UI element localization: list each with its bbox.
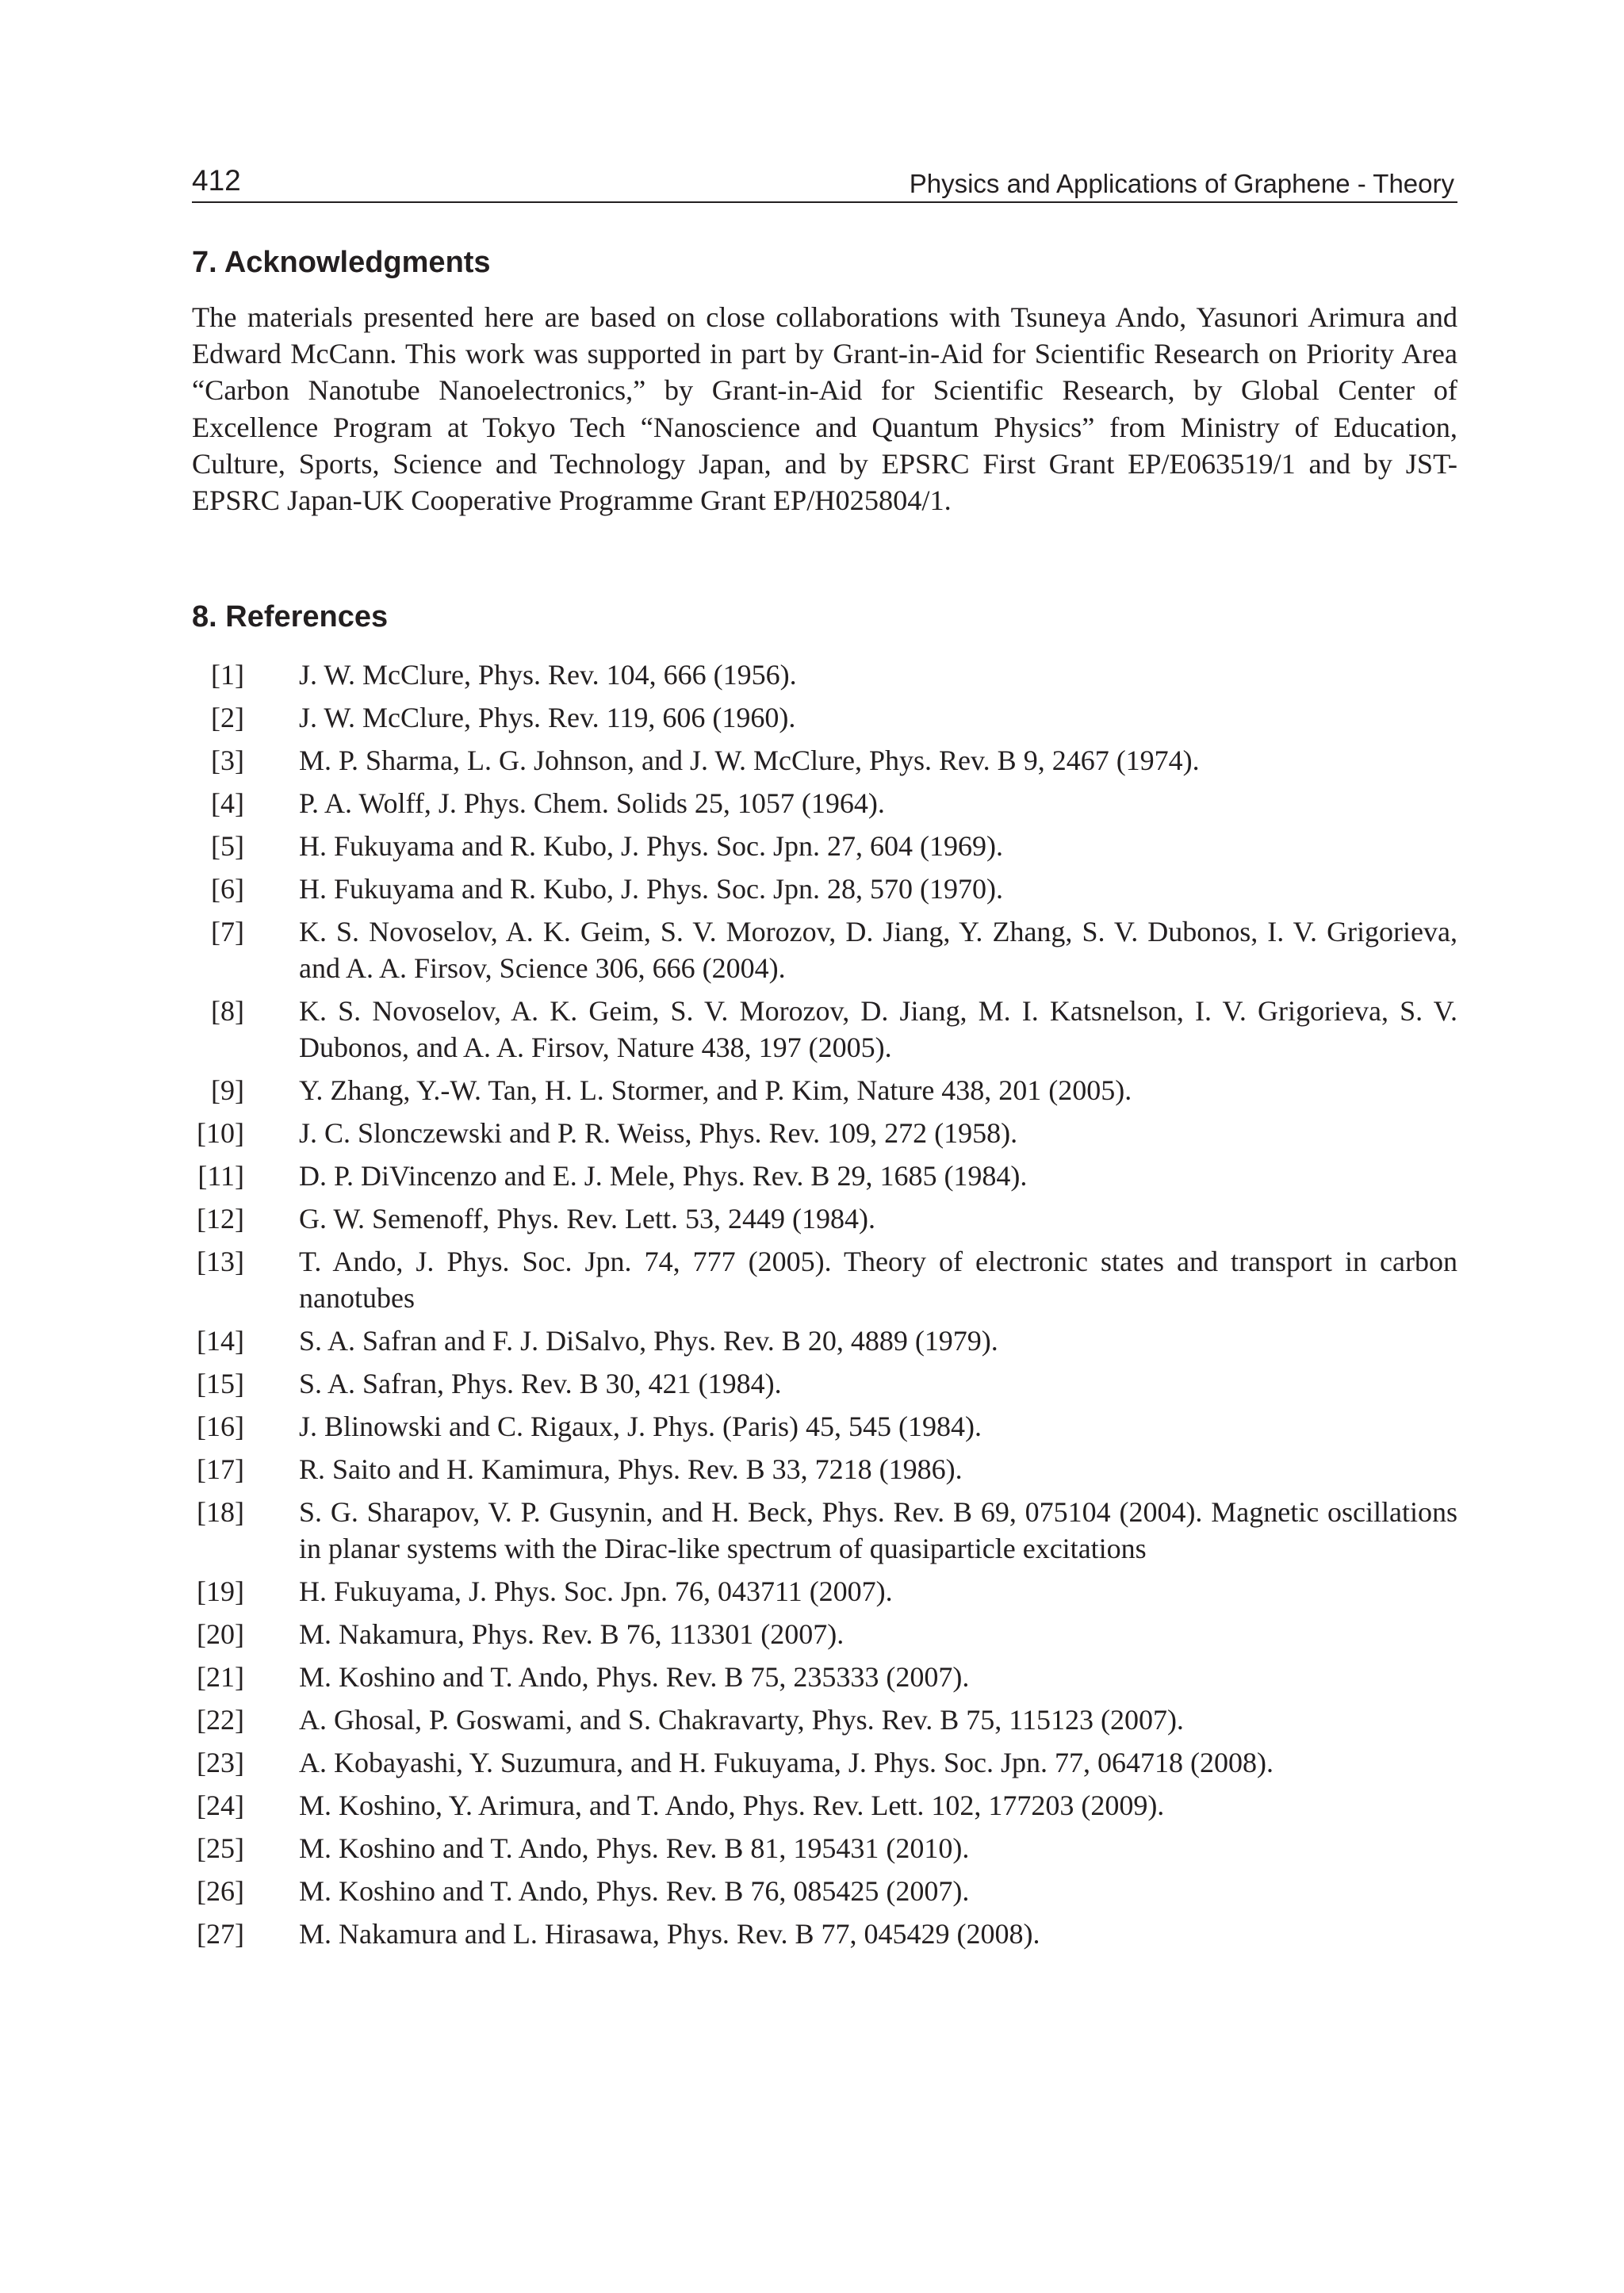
reference-item <box>192 1830 1457 1866</box>
reference-item <box>192 1494 1457 1567</box>
reference-text: G. W. Semenoff, Phys. Rev. Lett. 53, 2449 (1984). <box>299 1203 875 1235</box>
reference-item <box>192 1072 1457 1108</box>
reference-item <box>192 871 1457 907</box>
running-header <box>192 163 1457 203</box>
reference-text: S. A. Safran, Phys. Rev. B 30, 421 (1984). <box>299 1368 782 1399</box>
reference-text: M. P. Sharma, L. G. Johnson, and J. W. McClure, Phys. Rev. B 9, 2467 (1974). <box>299 745 1200 776</box>
reference-item <box>192 913 1457 986</box>
reference-number: [15] <box>197 1368 244 1399</box>
reference-item <box>192 1659 1457 1695</box>
reference-item <box>192 1451 1457 1487</box>
reference-item <box>192 1573 1457 1610</box>
reference-text: J. W. McClure, Phys. Rev. 119, 606 (1960). <box>299 702 796 733</box>
reference-text: K. S. Novoselov, A. K. Geim, S. V. Morozov, D. Jiang, M. I. Katsnelson, I. V. Grigorieva, S. V. Dubonos, and A. A. Firsov, Nature 438, 197 (2005). <box>299 995 1457 1063</box>
reference-text: M. Koshino and T. Ando, Phys. Rev. B 75, 235333 (2007). <box>299 1661 970 1693</box>
reference-item <box>192 1200 1457 1237</box>
reference-item <box>192 1702 1457 1738</box>
reference-item <box>192 1115 1457 1151</box>
reference-text: H. Fukuyama and R. Kubo, J. Phys. Soc. Jpn. 28, 570 (1970). <box>299 873 1003 905</box>
reference-number: [19] <box>197 1575 244 1607</box>
reference-text: J. C. Slonczewski and P. R. Weiss, Phys. Rev. 109, 272 (1958). <box>299 1117 1018 1149</box>
reference-text: M. Nakamura and L. Hirasawa, Phys. Rev. B 77, 045429 (2008). <box>299 1918 1040 1950</box>
reference-item <box>192 1916 1457 1952</box>
reference-text: D. P. DiVincenzo and E. J. Mele, Phys. Rev. B 29, 1685 (1984). <box>299 1160 1028 1192</box>
reference-number: [21] <box>197 1661 244 1693</box>
reference-number: [9] <box>211 1074 244 1106</box>
reference-text: H. Fukuyama, J. Phys. Soc. Jpn. 76, 043711 (2007). <box>299 1575 893 1607</box>
reference-number: [8] <box>211 995 244 1027</box>
reference-item <box>192 785 1457 821</box>
reference-text: H. Fukuyama and R. Kubo, J. Phys. Soc. Jpn. 27, 604 (1969). <box>299 830 1003 862</box>
acknowledgments-heading: 7. Acknowledgments <box>192 246 491 279</box>
reference-number: [2] <box>211 702 244 733</box>
reference-text: A. Ghosal, P. Goswami, and S. Chakravarty, Phys. Rev. B 75, 115123 (2007). <box>299 1704 1184 1736</box>
reference-number: [26] <box>197 1875 244 1907</box>
reference-item <box>192 1787 1457 1824</box>
reference-item <box>192 828 1457 864</box>
page-number: 412 <box>192 164 241 197</box>
reference-text: J. W. McClure, Phys. Rev. 104, 666 (1956). <box>299 659 797 691</box>
reference-item <box>192 993 1457 1066</box>
reference-item <box>192 657 1457 693</box>
reference-item <box>192 1365 1457 1402</box>
reference-item <box>192 1323 1457 1359</box>
reference-number: [13] <box>197 1246 244 1277</box>
reference-number: [1] <box>211 659 244 691</box>
reference-number: [27] <box>197 1918 244 1950</box>
reference-list <box>192 657 1457 1958</box>
reference-text: S. A. Safran and F. J. DiSalvo, Phys. Rev. B 20, 4889 (1979). <box>299 1325 998 1357</box>
reference-number: [18] <box>197 1496 244 1528</box>
reference-text: K. S. Novoselov, A. K. Geim, S. V. Morozov, D. Jiang, Y. Zhang, S. V. Dubonos, I. V. Grigorieva, and A. A. Firsov, Science 306, 666 (2004). <box>299 916 1457 984</box>
reference-number: [4] <box>211 787 244 819</box>
reference-number: [5] <box>211 830 244 862</box>
reference-number: [22] <box>197 1704 244 1736</box>
reference-text: Y. Zhang, Y.-W. Tan, H. L. Stormer, and P. Kim, Nature 438, 201 (2005). <box>299 1074 1132 1106</box>
reference-text: S. G. Sharapov, V. P. Gusynin, and H. Beck, Phys. Rev. B 69, 075104 (2004). Magnetic oscillations in planar systems with the Dirac-like spectrum of quasiparticle excitations <box>299 1496 1457 1564</box>
reference-text: T. Ando, J. Phys. Soc. Jpn. 74, 777 (2005). Theory of electronic states and transport in carbon nanotubes <box>299 1246 1457 1314</box>
reference-text: P. A. Wolff, J. Phys. Chem. Solids 25, 1057 (1964). <box>299 787 885 819</box>
reference-number: [17] <box>197 1453 244 1485</box>
reference-number: [12] <box>197 1203 244 1235</box>
reference-number: [6] <box>211 873 244 905</box>
reference-number: [23] <box>197 1747 244 1778</box>
reference-item <box>192 1873 1457 1909</box>
reference-text: A. Kobayashi, Y. Suzumura, and H. Fukuyama, J. Phys. Soc. Jpn. 77, 064718 (2008). <box>299 1747 1274 1778</box>
reference-text: R. Saito and H. Kamimura, Phys. Rev. B 33, 7218 (1986). <box>299 1453 963 1485</box>
reference-item <box>192 1158 1457 1194</box>
reference-text: J. Blinowski and C. Rigaux, J. Phys. (Paris) 45, 545 (1984). <box>299 1411 982 1442</box>
reference-item <box>192 1243 1457 1316</box>
reference-number: [14] <box>197 1325 244 1357</box>
reference-number: [3] <box>211 745 244 776</box>
running-title: Physics and Applications of Graphene - Theory <box>909 169 1454 198</box>
reference-text: M. Nakamura, Phys. Rev. B 76, 113301 (2007). <box>299 1618 845 1650</box>
reference-number: [25] <box>197 1832 244 1864</box>
reference-number: [20] <box>197 1618 244 1650</box>
reference-number: [16] <box>197 1411 244 1442</box>
acknowledgments-body: The materials presented here are based on close collaborations with Tsuneya Ando, Yasunori Arimura and Edward McCann. This work was supported in part by Grant-in-Aid for Scientific Research on Priority Area “Carbon Nanotube Nanoelectronics,” by Grant-in-Aid for Scientific Research, by Global Center of Excellence Program at Tokyo Tech “Nanoscience and Quantum Physics” from Ministry of Education, Culture, Sports, Science and Technology Japan, and by EPSRC First Grant EP/E063519/1 and by JST-EPSRC Japan-UK Cooperative Programme Grant EP/H025804/1. <box>192 301 1457 517</box>
reference-item <box>192 742 1457 779</box>
reference-text: M. Koshino and T. Ando, Phys. Rev. B 81, 195431 (2010). <box>299 1832 970 1864</box>
reference-number: [10] <box>197 1117 244 1149</box>
reference-text: M. Koshino, Y. Arimura, and T. Ando, Phys. Rev. Lett. 102, 177203 (2009). <box>299 1790 1165 1821</box>
reference-text: M. Koshino and T. Ando, Phys. Rev. B 76, 085425 (2007). <box>299 1875 970 1907</box>
reference-item <box>192 699 1457 736</box>
references-heading: 8. References <box>192 600 389 634</box>
reference-item <box>192 1616 1457 1652</box>
reference-number: [24] <box>197 1790 244 1821</box>
reference-item <box>192 1744 1457 1781</box>
reference-number: [7] <box>211 916 244 947</box>
reference-number: [11] <box>197 1160 244 1192</box>
reference-item <box>192 1408 1457 1445</box>
